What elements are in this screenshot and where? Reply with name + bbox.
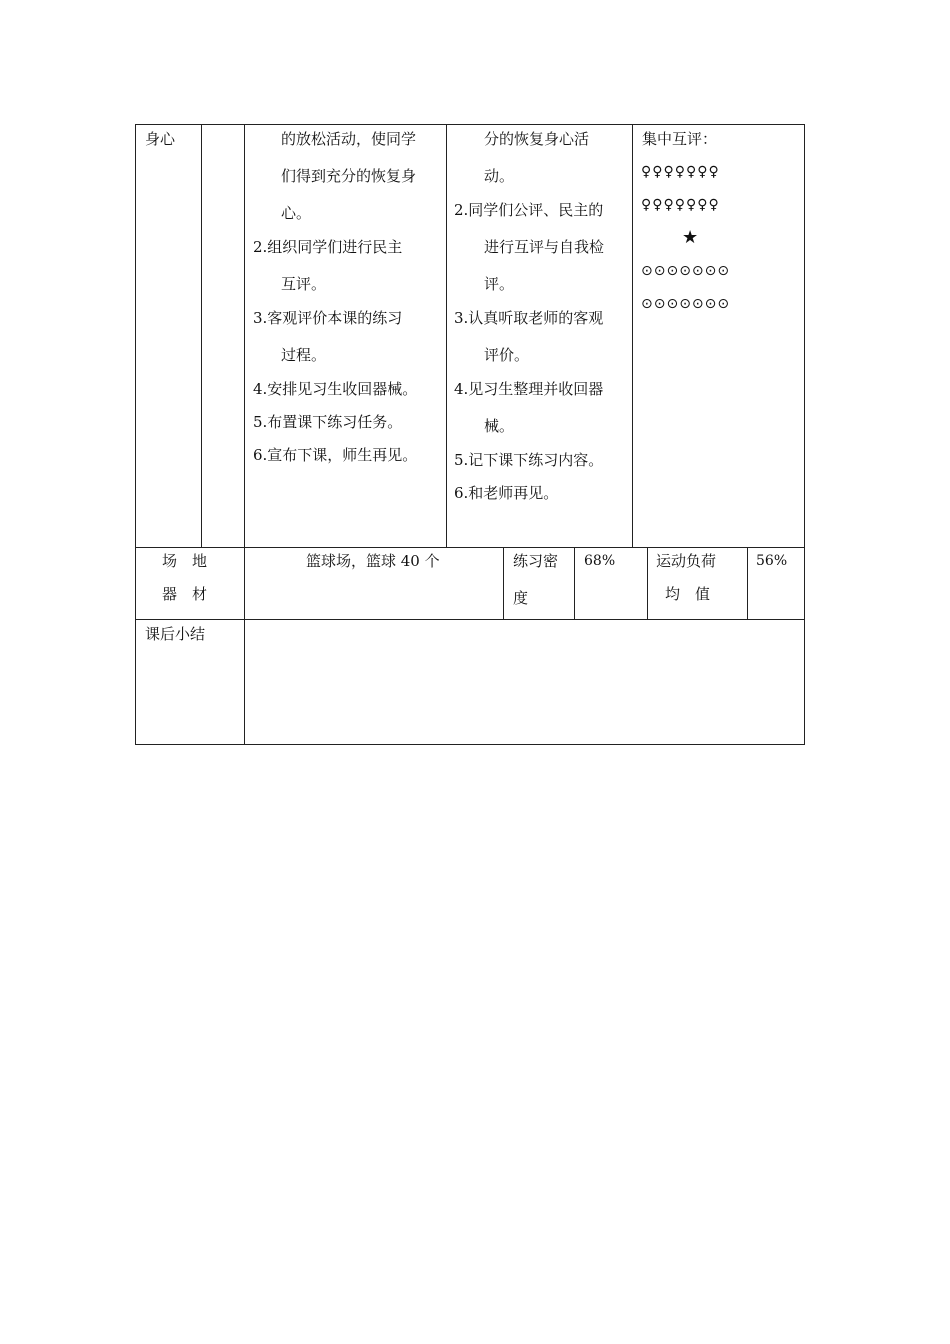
teacher-line: 3.客观评价本课的练习 (253, 309, 403, 327)
student-line: 6.和老师再见。 (454, 484, 559, 502)
teacher-line: 的放松活动，使同学 (281, 130, 417, 148)
student-activities (454, 130, 644, 517)
density-label: 练习密 (513, 552, 559, 570)
teacher-star-icon: ★ (682, 227, 699, 248)
load-label-cont: 均 值 (665, 585, 711, 603)
student-line: 2.同学们公评、民主的 (454, 201, 604, 219)
col-divider-f (574, 547, 575, 619)
student-line: 械。 (484, 417, 515, 435)
student-line: 4.见习生整理并收回器 (454, 380, 604, 398)
col-divider-g (647, 547, 648, 619)
density-value: 68% (584, 553, 616, 569)
student-line: 分的恢复身心活 (484, 130, 590, 148)
female-formation-row: ♀♀♀♀♀♀♀ (641, 197, 720, 213)
venue-label: 场 地 (162, 552, 208, 570)
col-divider-h (747, 547, 748, 619)
teacher-line: 们得到充分的恢复身 (281, 167, 417, 185)
equipment-label: 器 材 (162, 585, 208, 603)
student-line: 评。 (484, 275, 515, 293)
col-divider-c (446, 125, 447, 547)
teacher-line: 过程。 (281, 346, 327, 364)
student-line: 3.认真听取老师的客观 (454, 309, 604, 327)
student-line: 进行互评与自我检 (484, 238, 605, 256)
male-formation-row: ⊙⊙⊙⊙⊙⊙⊙ (641, 296, 731, 312)
col-divider-b (244, 125, 245, 744)
row-divider-2 (136, 619, 804, 620)
student-line: 动。 (484, 167, 515, 185)
teacher-line: 4.安排见习生收回器械。 (253, 380, 418, 398)
col-divider-a (201, 125, 202, 547)
load-label: 运动负荷 (656, 552, 717, 570)
organization-title: 集中互评： (642, 130, 718, 148)
load-value: 56% (756, 553, 788, 569)
teacher-line: 心。 (281, 204, 312, 222)
lesson-plan-table (135, 124, 805, 745)
col-divider-e (503, 547, 504, 619)
teacher-line: 5.布置课下练习任务。 (253, 413, 403, 431)
summary-label: 课后小结 (145, 625, 206, 643)
row-divider-1 (136, 547, 804, 548)
male-formation-row: ⊙⊙⊙⊙⊙⊙⊙ (641, 263, 731, 279)
student-line: 评价。 (484, 346, 530, 364)
density-label-cont: 度 (513, 589, 529, 607)
teacher-line: 2.组织同学们进行民主 (253, 238, 403, 256)
teacher-activities (253, 130, 443, 479)
teacher-line: 互评。 (281, 275, 327, 293)
teacher-line: 6.宣布下课，师生再见。 (253, 446, 418, 464)
student-line: 5.记下课下练习内容。 (454, 451, 604, 469)
female-formation-row: ♀♀♀♀♀♀♀ (641, 164, 720, 180)
venue-value: 篮球场，篮球 40 个 (306, 552, 440, 570)
summary-value[interactable] (253, 625, 793, 735)
phase-label: 身心 (145, 130, 176, 148)
